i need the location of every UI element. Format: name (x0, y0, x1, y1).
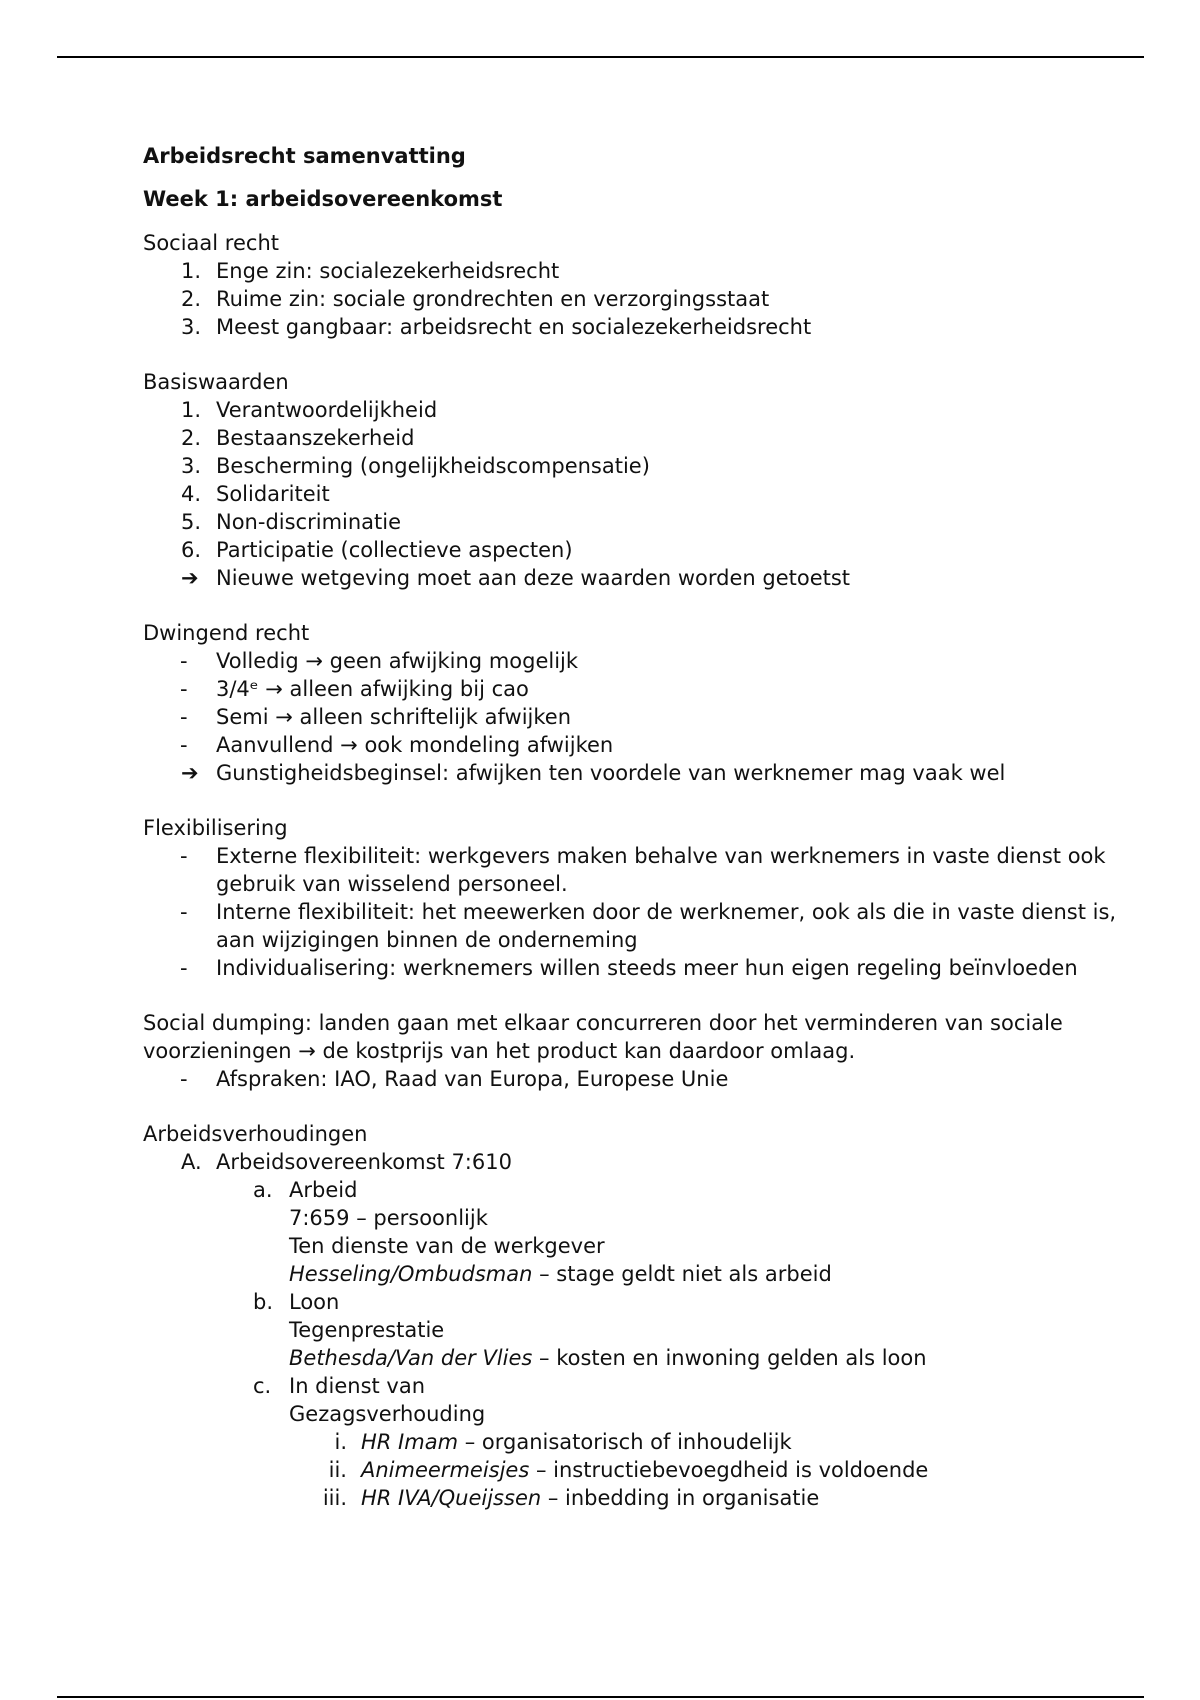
case-name: Bethesda/Van der Vlies (289, 1346, 533, 1370)
document-body (143, 142, 1143, 1512)
case-name: HR IVA/Queijssen (361, 1486, 542, 1510)
case-name: Hesseling/Ombudsman (289, 1262, 533, 1286)
section-heading: Dwingend recht (143, 621, 310, 645)
list-item: 1. Enge zin: socialezekerheidsrecht (181, 259, 560, 283)
list-item: ➔ Gunstigheidsbeginsel: afwijken ten voordele van werknemer mag vaak wel (143, 759, 1143, 787)
dash-bullet-icon: - (180, 1067, 188, 1091)
arrow-right-icon: ➔ (181, 566, 199, 590)
dash-bullet-icon: - (180, 956, 188, 980)
list-item: 6. Participatie (collectieve aspecten) (181, 538, 573, 562)
dash-bullet-icon: - (180, 900, 188, 924)
list-item: - Interne flexibiliteit: het meewerken door de werknemer, ook als die in vaste dienst is, aan wijzigingen binnen de onderneming (143, 898, 1143, 954)
case-name: HR Imam (361, 1430, 459, 1454)
dash-bullet-icon: - (180, 677, 188, 701)
dash-bullet-icon: - (180, 649, 188, 673)
list-item: a. Arbeid (253, 1178, 358, 1202)
section-dwingend-recht (143, 619, 1143, 787)
list-item: 3. Meest gangbaar: arbeidsrecht en socialezekerheidsrecht (181, 315, 812, 339)
case-line: i. HR Imam – organisatorisch of inhoudelijk (334, 1430, 792, 1454)
case-line: Hesseling/Ombudsman – stage geldt niet als arbeid (289, 1262, 832, 1286)
list-item-text: Tegenprestatie (289, 1318, 445, 1342)
document-title: Arbeidsrecht samenvatting (143, 144, 466, 168)
section-social-dumping (143, 1009, 1143, 1093)
case-name: Animeermeisjes (361, 1458, 530, 1482)
case-line: Bethesda/Van der Vlies – kosten en inwoning gelden als loon (289, 1346, 927, 1370)
list-item: ➔ Nieuwe wetgeving moet aan deze waarden worden getoetst (143, 564, 1143, 592)
arrow-right-icon: ➔ (181, 761, 199, 785)
footer-rule (57, 1696, 1144, 1698)
case-line: iii. HR IVA/Queijssen – inbedding in organisatie (322, 1486, 820, 1510)
list-item: 2. Bestaanszekerheid (181, 426, 415, 450)
list-item: 1. Verantwoordelijkheid (181, 398, 438, 422)
section-arbeidsverhoudingen (143, 1120, 1143, 1512)
header-rule (57, 56, 1144, 58)
list-item: 4. Solidariteit (181, 482, 330, 506)
case-line: ii. Animeermeisjes – instructiebevoegdheid is voldoende (328, 1458, 929, 1482)
section-sociaal-recht (143, 229, 1143, 341)
list-item: - Aanvullend → ook mondeling afwijken (143, 731, 1143, 759)
section-heading: Basiswaarden (143, 370, 289, 394)
dash-bullet-icon: - (180, 705, 188, 729)
list-item: b. Loon (253, 1290, 340, 1314)
week-heading: Week 1: arbeidsovereenkomst (143, 187, 503, 211)
section-heading: Flexibilisering (143, 816, 288, 840)
list-item: c. In dienst van (253, 1374, 426, 1398)
list-item: - 3/4ᵉ → alleen afwijking bij cao (143, 675, 1143, 703)
dash-bullet-icon: - (180, 844, 188, 868)
list-item: - Individualisering: werknemers willen steeds meer hun eigen regeling beïnvloeden (143, 954, 1143, 982)
list-item: - Semi → alleen schriftelijk afwijken (143, 703, 1143, 731)
section-flexibilisering (143, 814, 1143, 982)
list-item: - Afspraken: IAO, Raad van Europa, Europese Unie (143, 1065, 1143, 1093)
list-item: 5. Non-discriminatie (181, 510, 402, 534)
list-item-text: Ten dienste van de werkgever (289, 1234, 605, 1258)
list-item-text: Gezagsverhouding (289, 1402, 486, 1426)
list-item: - Volledig → geen afwijking mogelijk (143, 647, 1143, 675)
section-heading: Sociaal recht (143, 231, 279, 255)
section-heading: Arbeidsverhoudingen (143, 1122, 368, 1146)
list-item: - Externe flexibiliteit: werkgevers maken behalve van werknemers in vaste dienst ook gebruik van wisselend personeel. (143, 842, 1143, 898)
dash-bullet-icon: - (180, 733, 188, 757)
section-basiswaarden (143, 368, 1143, 592)
paragraph: Social dumping: landen gaan met elkaar concurreren door het verminderen van sociale voorzieningen → de kostprijs van het product kan daardoor omlaag. (143, 1011, 1063, 1063)
list-item: 2. Ruime zin: sociale grondrechten en verzorgingsstaat (181, 287, 770, 311)
list-item-text: 7:659 – persoonlijk (289, 1206, 488, 1230)
list-item: A. Arbeidsovereenkomst 7:610 (181, 1150, 512, 1174)
list-item: 3. Bescherming (ongelijkheidscompensatie) (181, 454, 650, 478)
